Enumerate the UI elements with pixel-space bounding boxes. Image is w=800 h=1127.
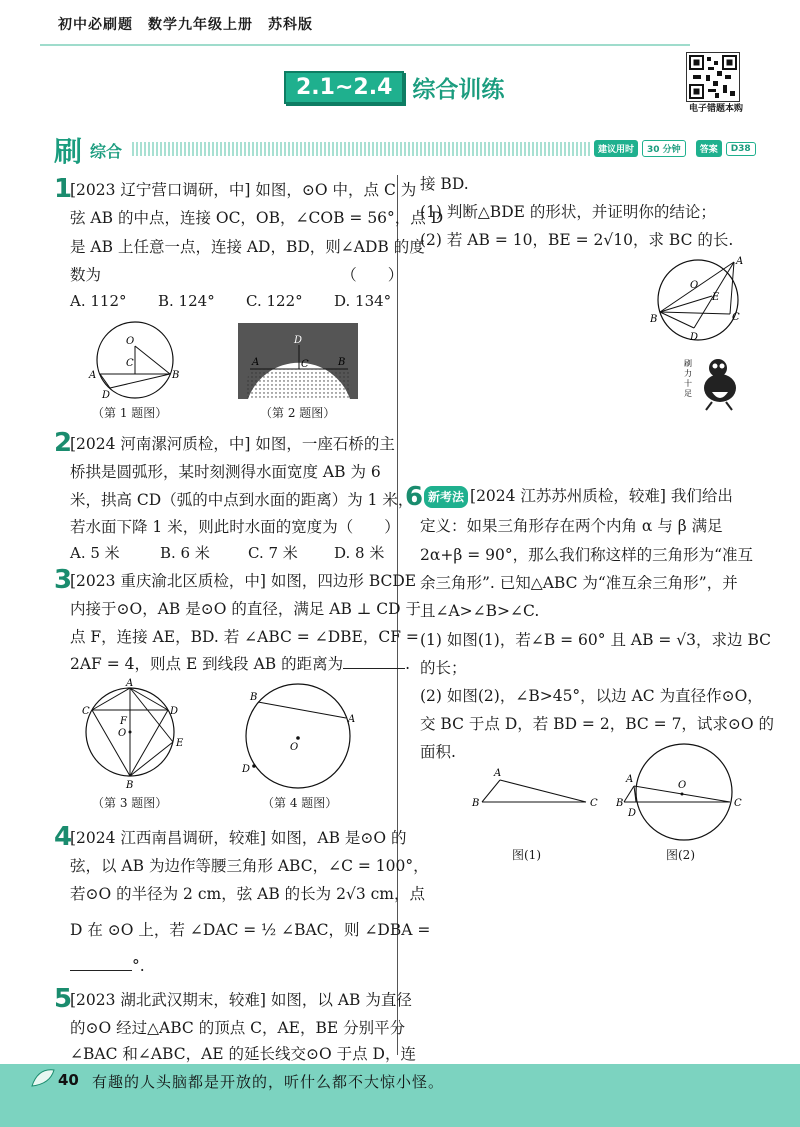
q2-option: C. 7 米 bbox=[248, 544, 298, 562]
q6-line bbox=[424, 486, 733, 508]
section-bar-char: 刷 bbox=[54, 135, 83, 168]
svg-text:D: D bbox=[294, 335, 303, 346]
svg-text:D: D bbox=[102, 390, 111, 401]
time-value: 30 分钟 bbox=[642, 140, 686, 157]
svg-text:E: E bbox=[712, 292, 720, 303]
q5-line: [2023 湖北武汉期末，较难] 如图，以 AB 为直径 bbox=[70, 991, 412, 1009]
svg-text:D: D bbox=[170, 706, 179, 717]
answer-label: 答案 bbox=[696, 140, 722, 157]
time-label: 建议用时 bbox=[594, 140, 638, 157]
header-divider bbox=[40, 44, 690, 46]
svg-text:C: C bbox=[82, 706, 90, 717]
svg-text:B: B bbox=[472, 798, 480, 809]
q3-line: 点 F，连接 AE，BD. 若 ∠ABC = ∠DBE，CF = bbox=[70, 628, 419, 646]
q2-line: 若水面下降 1 米，则此时水面的宽度为（ ） bbox=[70, 518, 400, 536]
svg-text:D: D bbox=[628, 808, 637, 819]
question-number: 1 bbox=[54, 174, 73, 204]
figure-caption: 图(1) bbox=[512, 848, 541, 862]
q1-line: 数为 （ ） bbox=[70, 266, 404, 284]
svg-text:D: D bbox=[242, 764, 251, 775]
question-number: 5 bbox=[54, 984, 73, 1014]
q6-line-text: [2024 江苏苏州质检，较难] 我们给出 bbox=[470, 487, 733, 505]
figure-q3-circle bbox=[78, 674, 188, 792]
question-number: 6 bbox=[405, 482, 424, 512]
q4-line: [2024 江西南昌调研，较难] 如图，AB 是⊙O 的 bbox=[70, 829, 407, 847]
new-method-badge: 新考法 bbox=[424, 486, 468, 508]
leaf-icon bbox=[30, 1066, 56, 1088]
q5-cont-line: (2) 若 AB = 10，BE = 2√10，求 BC 的长. bbox=[420, 231, 734, 249]
q5-line: 的⊙O 经过△ABC 的顶点 C，AE，BE 分别平分 bbox=[70, 1019, 406, 1037]
svg-text:O: O bbox=[678, 780, 687, 791]
book-title: 初中必刷题 数学九年级上册 苏科版 bbox=[58, 17, 313, 33]
svg-text:C: C bbox=[126, 358, 134, 369]
q2-option: D. 8 米 bbox=[334, 544, 385, 562]
q2-line: [2024 河南漯河质检，中] 如图，一座石桥的主 bbox=[70, 435, 395, 453]
q4-line: 若⊙O 的半径为 2 cm，弦 AB 的长为 2√3 cm，点 bbox=[70, 885, 425, 903]
svg-text:C: C bbox=[301, 359, 309, 370]
q6-line: 定义：如果三角形存在两个内角 α 与 β 满足 bbox=[420, 517, 723, 535]
q5-line: ∠BAC 和∠ABC，AE 的延长线交⊙O 于点 D，连 bbox=[70, 1045, 416, 1063]
svg-text:B: B bbox=[172, 370, 180, 381]
q2-line: 桥拱是圆弧形，某时刻测得水面宽度 AB 为 6 bbox=[70, 463, 381, 481]
answer-blank[interactable] bbox=[70, 956, 132, 971]
svg-text:A: A bbox=[626, 774, 634, 785]
svg-text:力: 力 bbox=[684, 369, 692, 378]
svg-text:O: O bbox=[126, 336, 135, 347]
q6-line: 且∠A>∠B>∠C. bbox=[420, 602, 540, 620]
figure-q4-circle bbox=[240, 680, 360, 792]
svg-text:C: C bbox=[732, 312, 740, 323]
q2-option: B. 6 米 bbox=[160, 544, 210, 562]
svg-text:A: A bbox=[89, 370, 97, 381]
svg-text:B: B bbox=[250, 692, 258, 703]
q2-line: 米，拱高 CD（弧的中点到水面的距离）为 1 米， bbox=[70, 491, 414, 509]
section-bar-stripe bbox=[132, 142, 590, 156]
q4-line: 弦，以 AB 为边作等腰三角形 ABC，∠C = 100°， bbox=[70, 857, 429, 875]
svg-text:C: C bbox=[734, 798, 742, 809]
q6-line: 交 BC 于点 D，若 BD = 2，BC = 7，试求⊙O 的 bbox=[420, 715, 775, 733]
svg-text:F: F bbox=[120, 716, 127, 727]
svg-text:O: O bbox=[118, 728, 127, 739]
time-tag bbox=[594, 140, 756, 157]
figure-q5-circle bbox=[650, 252, 746, 348]
q4-line: D 在 ⊙O 上，若 ∠DAC = ½ ∠BAC，则 ∠DBA = bbox=[70, 921, 431, 939]
svg-text:足: 足 bbox=[684, 389, 692, 398]
figure-q6-triangle-1 bbox=[470, 762, 610, 816]
qr-code-icon[interactable] bbox=[686, 52, 740, 102]
svg-text:A: A bbox=[126, 678, 134, 689]
q6-line: (1) 如图(1)，若∠B = 60° 且 AB = √3，求边 BC bbox=[420, 631, 772, 649]
figure-caption: （第 3 题图） bbox=[92, 796, 168, 810]
svg-text:E: E bbox=[176, 738, 184, 749]
figure-q1-circle bbox=[80, 318, 190, 402]
q2-option: A. 5 米 bbox=[70, 544, 120, 562]
q1-option: C. 122° bbox=[246, 292, 303, 310]
q1-line: [2023 辽宁营口调研，中] 如图，⊙O 中，点 C 为 bbox=[70, 181, 417, 199]
svg-text:A: A bbox=[348, 714, 356, 725]
svg-text:O: O bbox=[290, 742, 299, 753]
svg-text:B: B bbox=[338, 357, 346, 368]
svg-text:A: A bbox=[252, 357, 260, 368]
q6-line: 的长； bbox=[420, 659, 467, 677]
svg-text:D: D bbox=[690, 332, 699, 343]
section-number: 2.1~2.4 bbox=[284, 71, 404, 104]
svg-text:A: A bbox=[736, 256, 744, 267]
svg-text:B: B bbox=[126, 780, 134, 791]
figure-caption: （第 1 题图） bbox=[92, 406, 168, 420]
section-name: 综合训练 bbox=[412, 76, 505, 103]
figure-caption: （第 4 题图） bbox=[262, 796, 338, 810]
q5-cont-line: (1) 判断△BDE 的形状，并证明你的结论； bbox=[420, 203, 716, 221]
figure-caption: （第 2 题图） bbox=[260, 406, 336, 420]
q6-line: 面积. bbox=[420, 743, 456, 761]
section-bar-label: 综合 bbox=[90, 142, 123, 161]
qr-label: 电子错题本购 bbox=[688, 104, 743, 114]
svg-text:刷: 刷 bbox=[684, 359, 692, 368]
q6-line: 余三角形”. 已知△ABC 为“准互余三角形”，并 bbox=[420, 574, 738, 592]
svg-text:C: C bbox=[590, 798, 598, 809]
q6-line: 2α+β = 90°，那么我们称这样的三角形为“准互 bbox=[420, 546, 754, 564]
q3-line-text: 2AF = 4，则点 E 到线段 AB 的距离为 bbox=[70, 655, 344, 673]
q3-line: 2AF = 4，则点 E 到线段 AB 的距离为 . bbox=[70, 655, 411, 673]
q1-line: 弦 AB 的中点，连接 OC，OB，∠COB = 56°，点 D bbox=[70, 209, 444, 227]
figure-caption: 图(2) bbox=[666, 848, 695, 862]
svg-text:B: B bbox=[650, 314, 658, 325]
figure-q6-circle-2 bbox=[616, 742, 756, 842]
footer-motto: 有趣的人头脑都是开放的，听什么都不大惊小怪。 bbox=[92, 1073, 445, 1091]
svg-text:A: A bbox=[494, 768, 502, 779]
question-number: 4 bbox=[54, 822, 73, 852]
svg-text:十: 十 bbox=[684, 379, 692, 388]
question-number: 2 bbox=[54, 428, 73, 458]
figure-q2-bridge bbox=[238, 323, 358, 399]
q3-line: 内接于⊙O，AB 是⊙O 的直径，满足 AB ⊥ CD 于 bbox=[70, 600, 421, 618]
q1-option: B. 124° bbox=[158, 292, 215, 310]
q3-line: [2023 重庆渝北区质检，中] 如图，四边形 BCDE bbox=[70, 572, 417, 590]
q6-line: (2) 如图(2)，∠B>45°，以边 AC 为直径作⊙O， bbox=[420, 687, 763, 705]
svg-text:O: O bbox=[690, 280, 699, 291]
mascot-icon bbox=[682, 352, 744, 414]
page-number: 40 bbox=[58, 1071, 79, 1089]
question-number: 3 bbox=[54, 565, 73, 595]
svg-text:B: B bbox=[616, 798, 624, 809]
answer-blank[interactable] bbox=[343, 654, 405, 669]
q1-option: A. 112° bbox=[70, 292, 127, 310]
answer-page: D38 bbox=[726, 142, 756, 156]
q1-line: 是 AB 上任意一点，连接 AD，BD，则∠ADB 的度 bbox=[70, 238, 425, 256]
q5-cont-line: 接 BD. bbox=[420, 175, 469, 193]
section-title bbox=[284, 72, 504, 102]
q4-answer-line: °. bbox=[70, 956, 145, 976]
q1-option: D. 134° bbox=[334, 292, 392, 310]
